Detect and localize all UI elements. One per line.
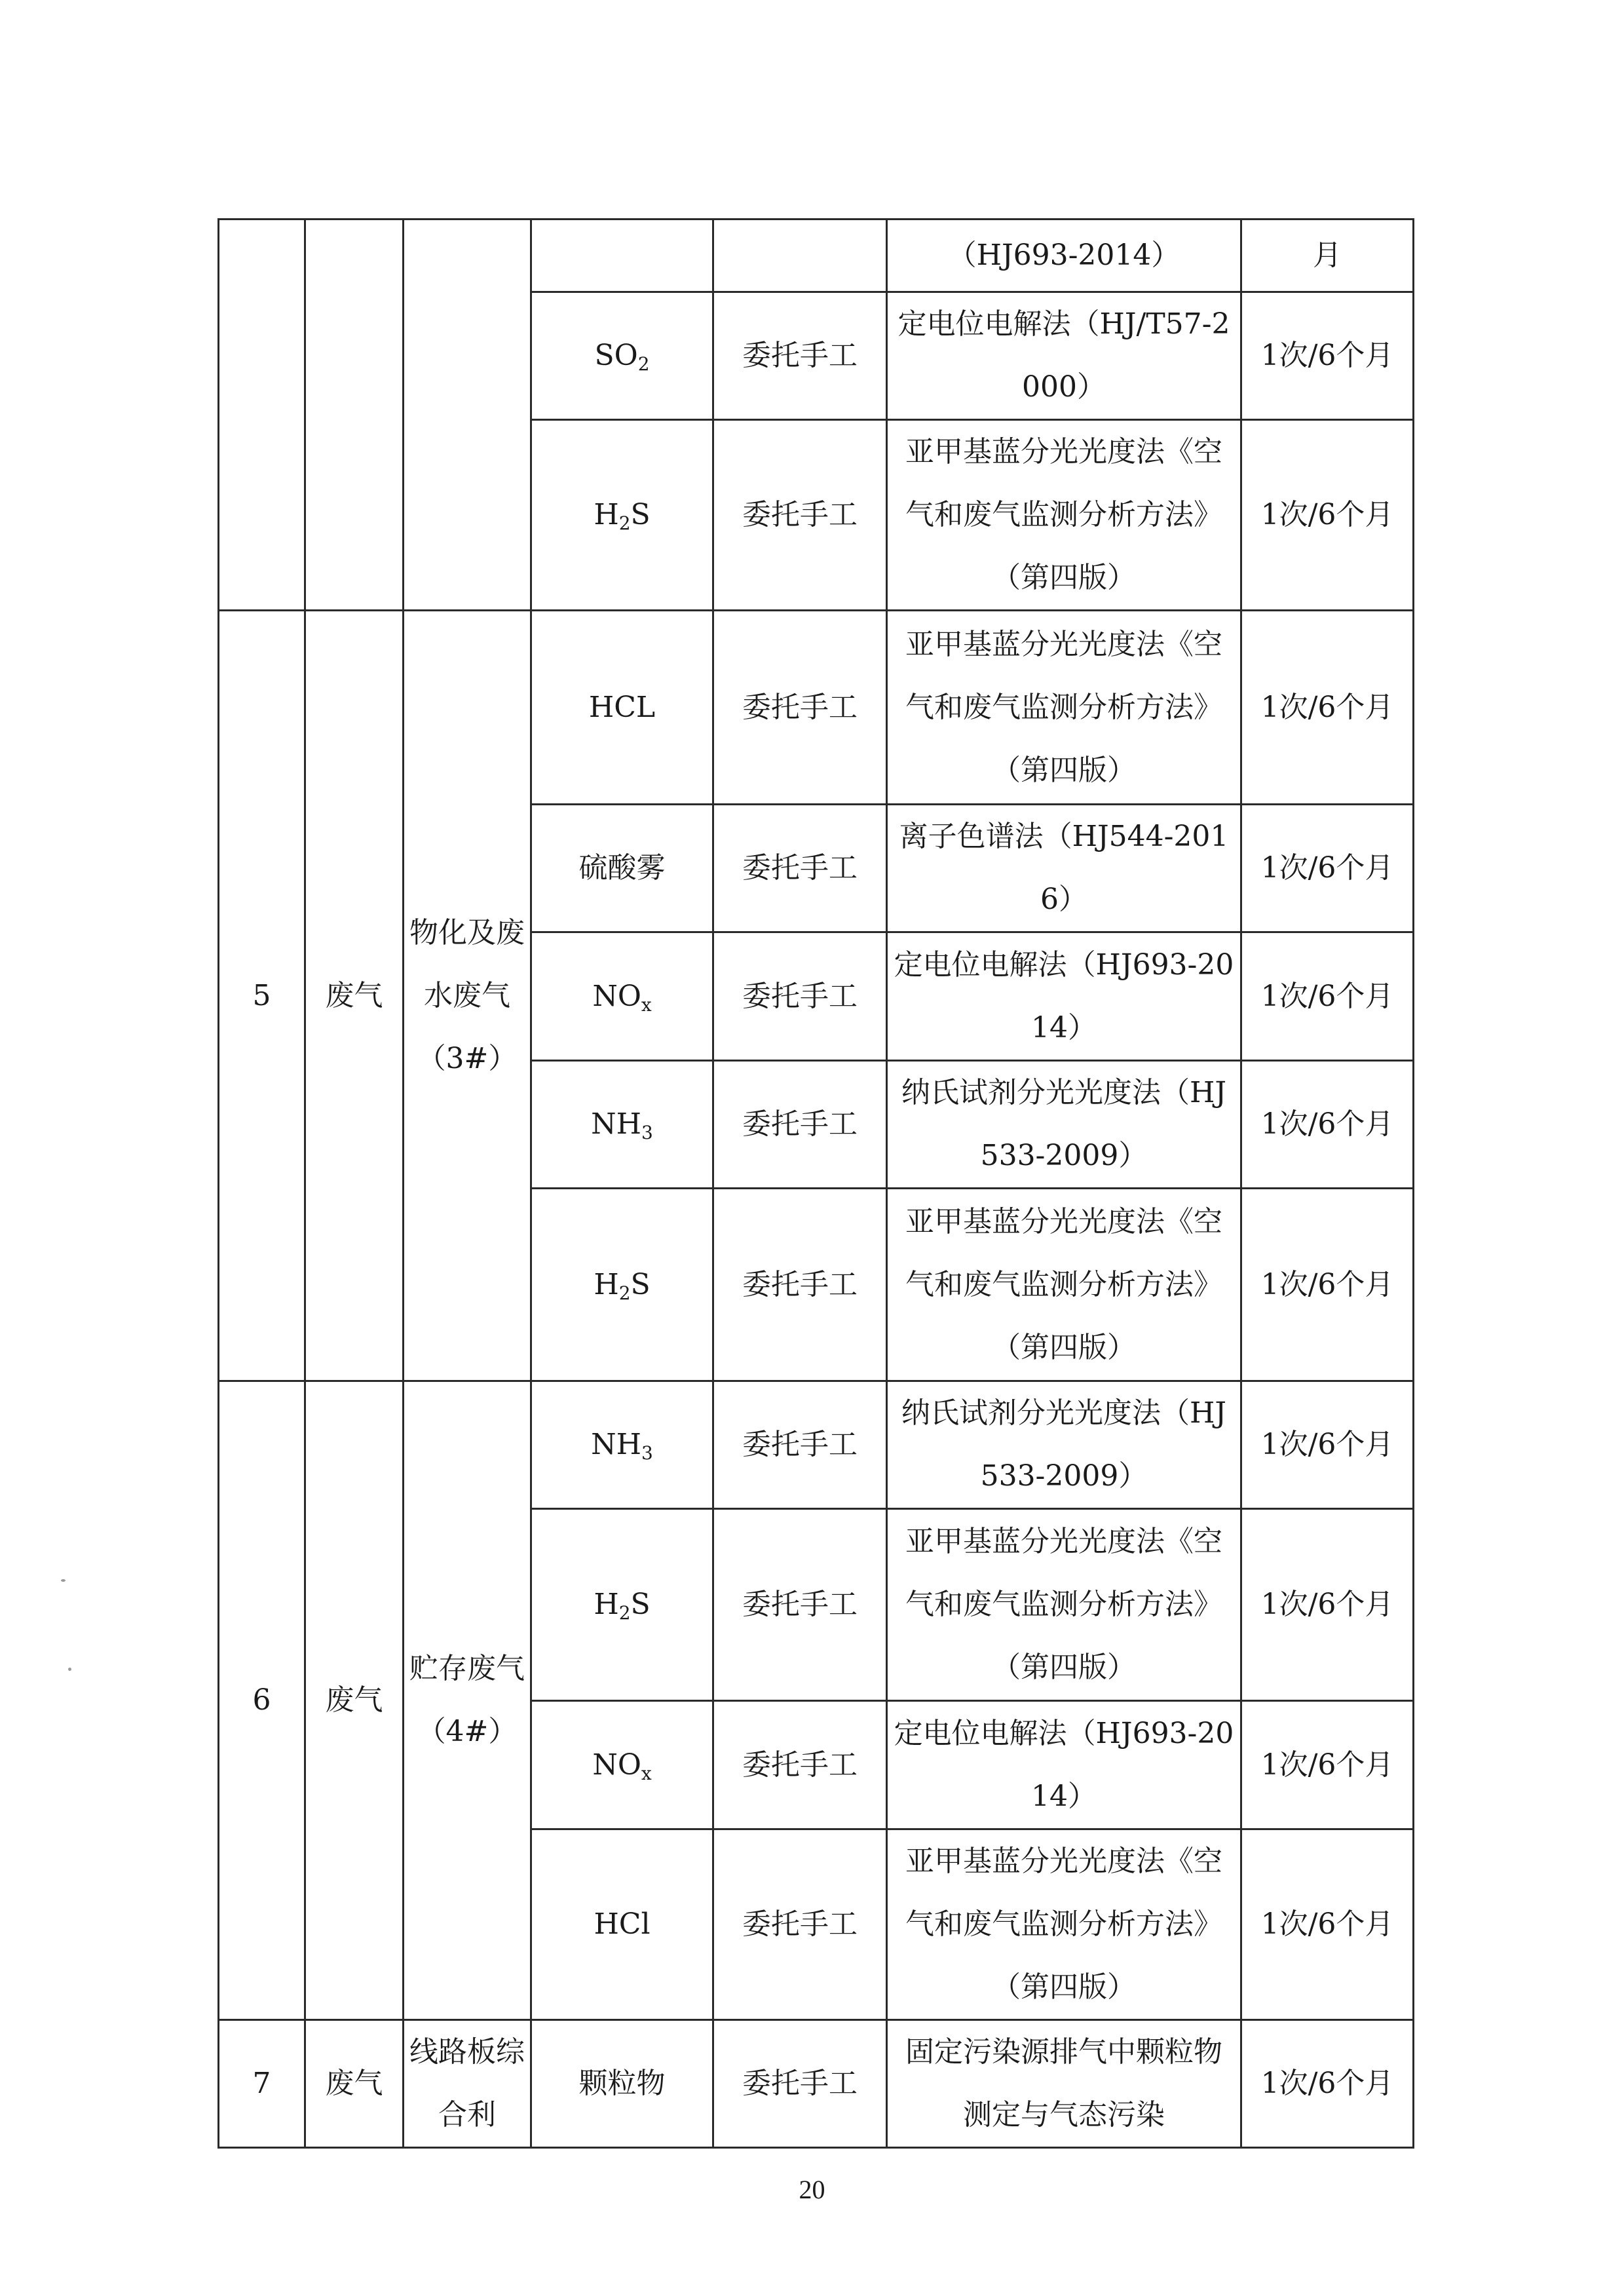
table-row bbox=[219, 611, 1414, 805]
no-cell bbox=[219, 220, 305, 611]
method-cell: 委托手工 bbox=[713, 1829, 887, 2020]
standard-cell: 纳氏试剂分光光度法（HJ533-2009） bbox=[887, 1061, 1241, 1189]
table-row bbox=[219, 1381, 1414, 1509]
pollutant-cell: $NH_3$ bbox=[531, 1061, 713, 1189]
frequency-cell: 1次/6个月 bbox=[1241, 611, 1414, 805]
frequency-cell: 1次/6个月 bbox=[1241, 292, 1414, 420]
standard-cell: 固定污染源排气中颗粒物测定与气态污染 bbox=[887, 2020, 1241, 2148]
frequency-cell: 1次/6个月 bbox=[1241, 805, 1414, 932]
method-cell: 委托手工 bbox=[713, 611, 887, 805]
pollutant-cell: $H_2S$ bbox=[531, 1189, 713, 1381]
method-cell: 委托手工 bbox=[713, 805, 887, 932]
source-cell: 物化及废水废气（3#） bbox=[404, 611, 531, 1381]
category-cell: 废气 bbox=[305, 1381, 404, 2020]
standard-cell: 亚甲基蓝分光光度法《空气和废气监测分析方法》（第四版） bbox=[887, 1189, 1241, 1381]
standard-cell: 定电位电解法（HJ693-2014） bbox=[887, 932, 1241, 1061]
standard-cell: 定电位电解法（HJ/T57-2000） bbox=[887, 292, 1241, 420]
method-cell: 委托手工 bbox=[713, 2020, 887, 2148]
frequency-cell: 1次/6个月 bbox=[1241, 1061, 1414, 1189]
pollutant-cell: $NO_x$ bbox=[531, 932, 713, 1061]
method-cell: 委托手工 bbox=[713, 1701, 887, 1829]
monitoring-table bbox=[217, 218, 1414, 2149]
no-cell: 7 bbox=[219, 2020, 305, 2148]
source-cell bbox=[404, 220, 531, 611]
pollutant-cell: HCL bbox=[531, 611, 713, 805]
frequency-cell: 1次/6个月 bbox=[1241, 1189, 1414, 1381]
method-cell bbox=[713, 220, 887, 292]
pollutant-cell: $H_2S$ bbox=[531, 1509, 713, 1701]
source-cell: 线路板综合利 bbox=[404, 2020, 531, 2148]
frequency-cell: 月 bbox=[1241, 220, 1414, 292]
standard-cell: 亚甲基蓝分光光度法《空气和废气监测分析方法》（第四版） bbox=[887, 1509, 1241, 1701]
frequency-cell: 1次/6个月 bbox=[1241, 1509, 1414, 1701]
standard-cell: 纳氏试剂分光光度法（HJ533-2009） bbox=[887, 1381, 1241, 1509]
pollutant-cell: 硫酸雾 bbox=[531, 805, 713, 932]
pollutant-cell: 颗粒物 bbox=[531, 2020, 713, 2148]
pollutant-cell: $H_2S$ bbox=[531, 420, 713, 611]
pollutant-cell bbox=[531, 220, 713, 292]
scan-speck bbox=[61, 1579, 66, 1582]
pollutant-cell: $NH_3$ bbox=[531, 1381, 713, 1509]
standard-cell: 亚甲基蓝分光光度法《空气和废气监测分析方法》（第四版） bbox=[887, 420, 1241, 611]
category-cell: 废气 bbox=[305, 2020, 404, 2148]
no-cell: 6 bbox=[219, 1381, 305, 2020]
no-cell: 5 bbox=[219, 611, 305, 1381]
category-cell: 废气 bbox=[305, 611, 404, 1381]
table-row bbox=[219, 220, 1414, 292]
method-cell: 委托手工 bbox=[713, 1189, 887, 1381]
standard-cell: 亚甲基蓝分光光度法《空气和废气监测分析方法》（第四版） bbox=[887, 1829, 1241, 2020]
frequency-cell: 1次/6个月 bbox=[1241, 1701, 1414, 1829]
frequency-cell: 1次/6个月 bbox=[1241, 1381, 1414, 1509]
standard-cell: 亚甲基蓝分光光度法《空气和废气监测分析方法》（第四版） bbox=[887, 611, 1241, 805]
pollutant-cell: HCl bbox=[531, 1829, 713, 2020]
frequency-cell: 1次/6个月 bbox=[1241, 420, 1414, 611]
standard-cell: 定电位电解法（HJ693-2014） bbox=[887, 1701, 1241, 1829]
method-cell: 委托手工 bbox=[713, 292, 887, 420]
standard-cell: 离子色谱法（HJ544-2016） bbox=[887, 805, 1241, 932]
method-cell: 委托手工 bbox=[713, 1061, 887, 1189]
category-cell bbox=[305, 220, 404, 611]
pollutant-cell: $SO_2$ bbox=[531, 292, 713, 420]
standard-cell: （HJ693-2014） bbox=[887, 220, 1241, 292]
pollutant-cell: $NO_x$ bbox=[531, 1701, 713, 1829]
frequency-cell: 1次/6个月 bbox=[1241, 932, 1414, 1061]
frequency-cell: 1次/6个月 bbox=[1241, 2020, 1414, 2148]
page-number: 20 bbox=[799, 2175, 825, 2204]
method-cell: 委托手工 bbox=[713, 1381, 887, 1509]
table-row bbox=[219, 2020, 1414, 2148]
method-cell: 委托手工 bbox=[713, 1509, 887, 1701]
scan-speck bbox=[68, 1668, 71, 1671]
source-cell: 贮存废气（4#） bbox=[404, 1381, 531, 2020]
frequency-cell: 1次/6个月 bbox=[1241, 1829, 1414, 2020]
method-cell: 委托手工 bbox=[713, 932, 887, 1061]
method-cell: 委托手工 bbox=[713, 420, 887, 611]
